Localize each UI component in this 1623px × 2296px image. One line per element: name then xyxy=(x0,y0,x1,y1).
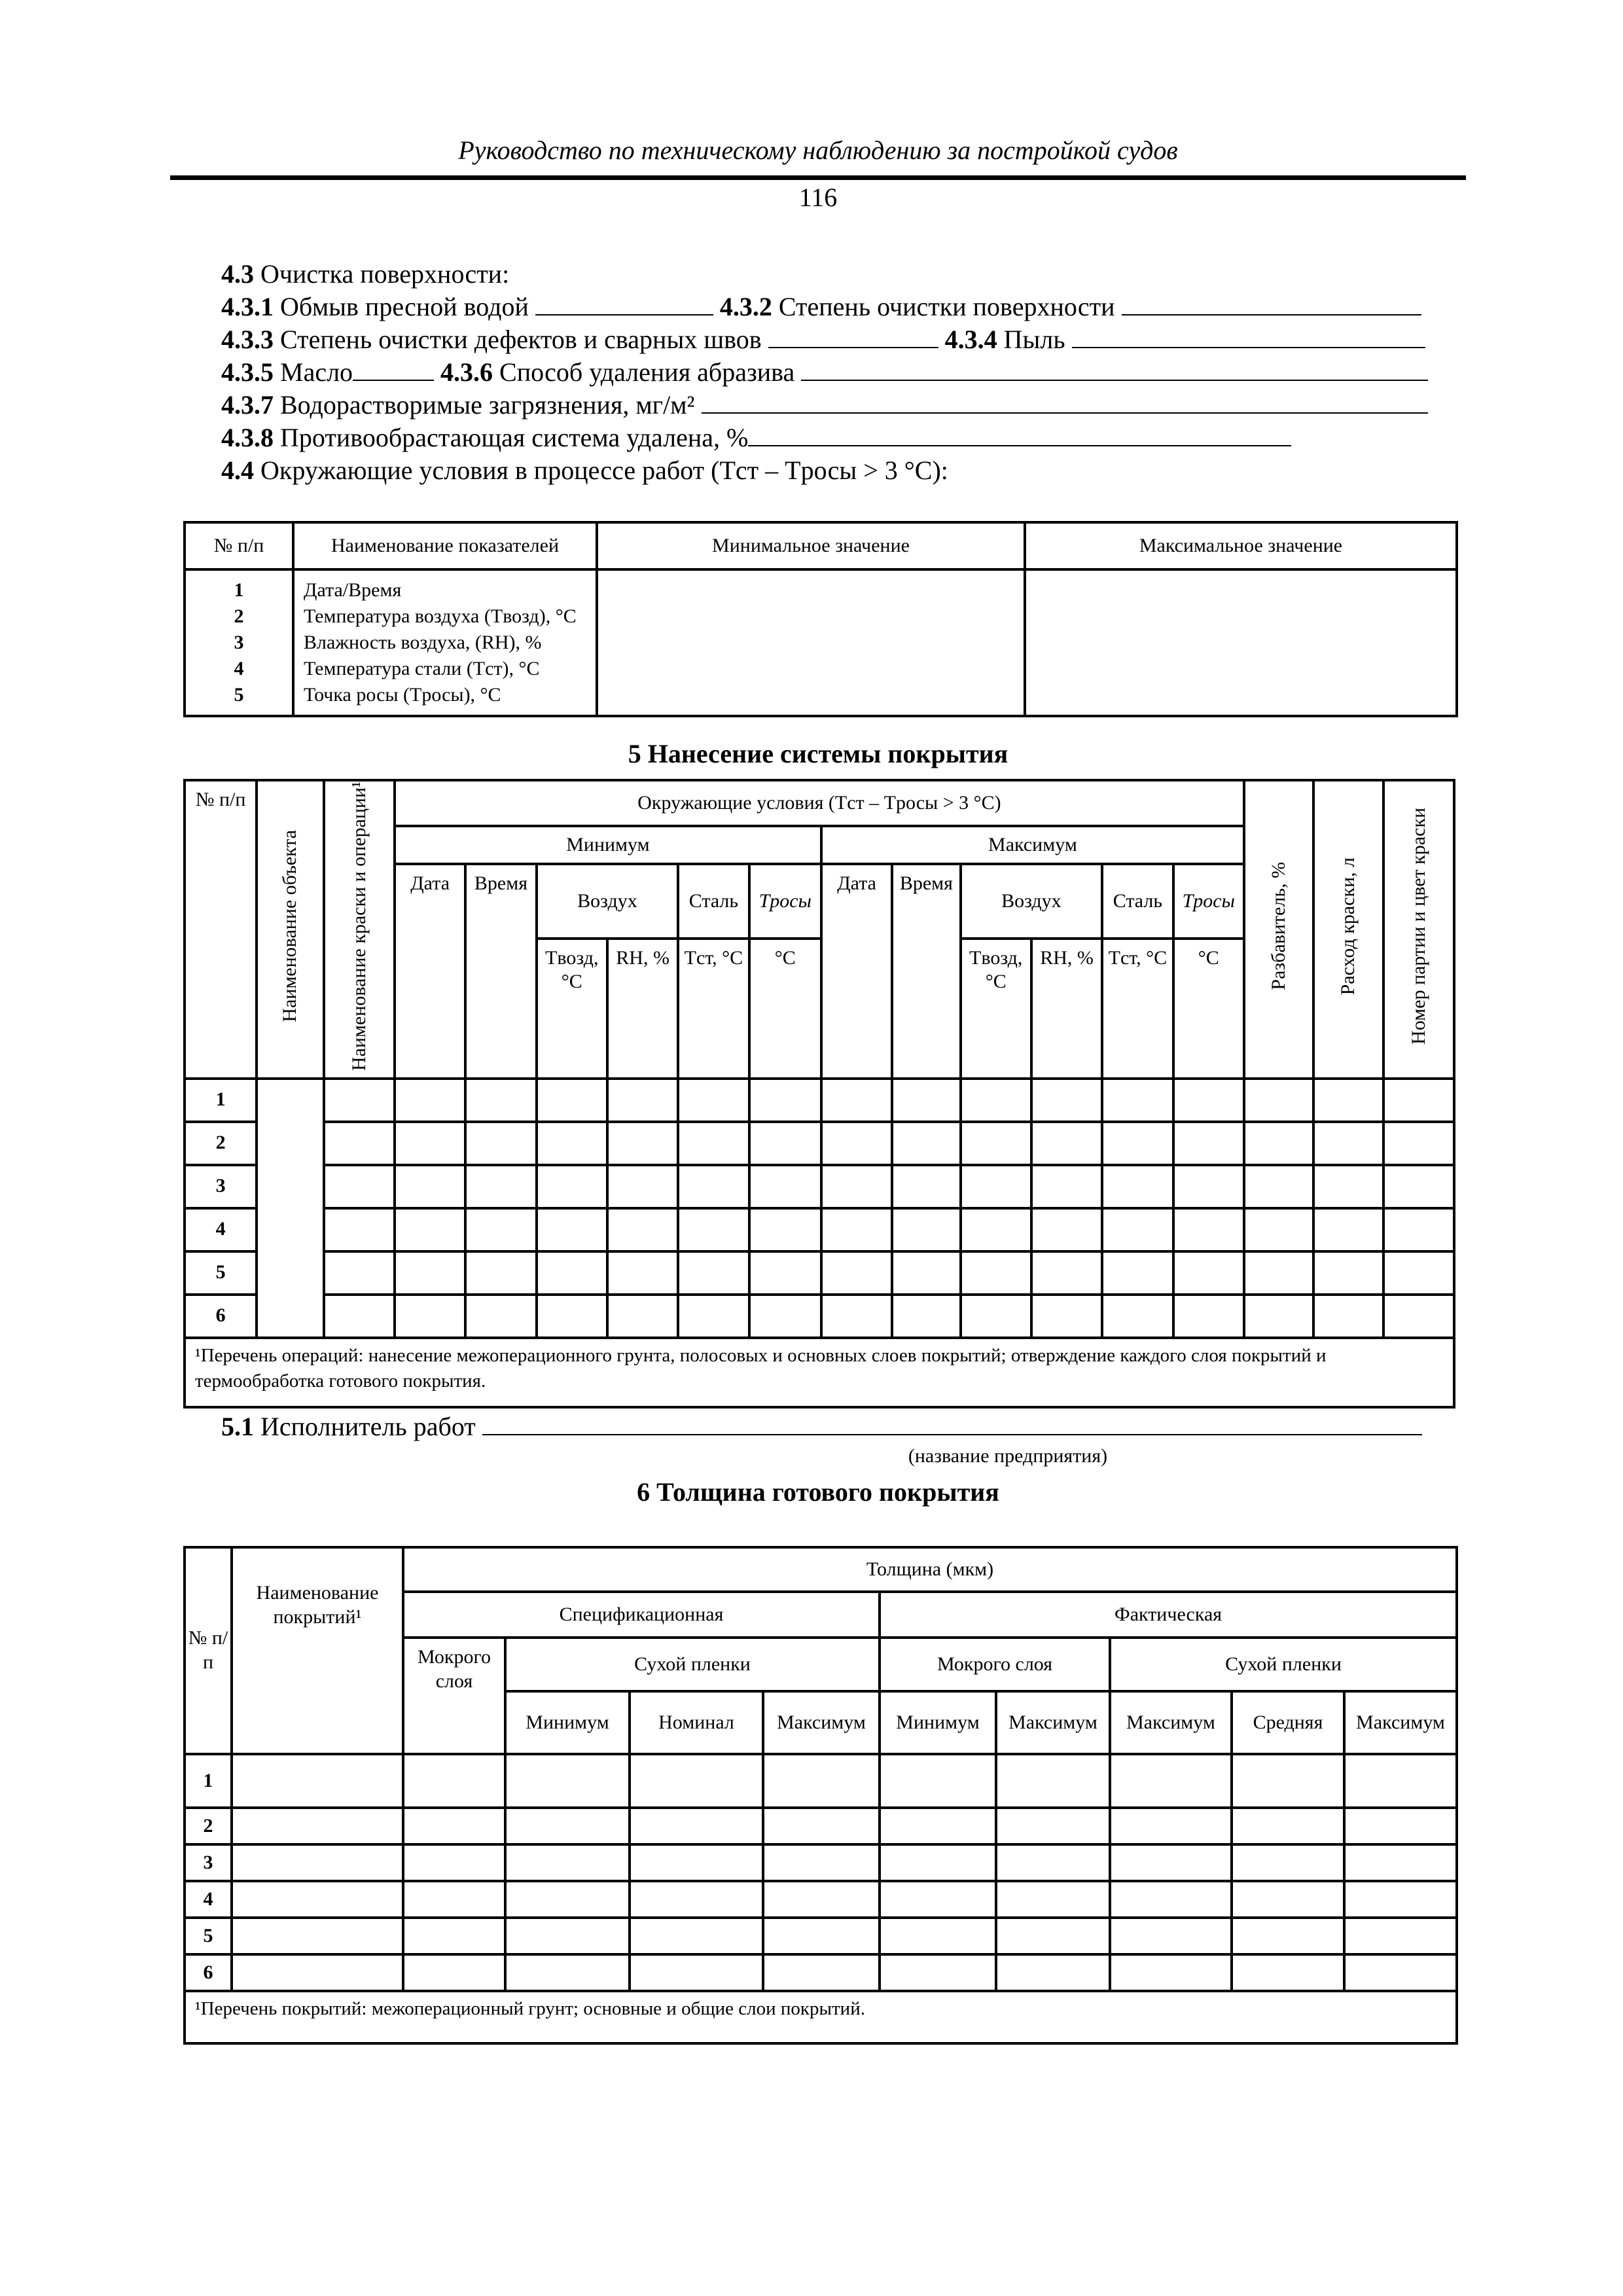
table-row xyxy=(185,1208,1454,1251)
table-row xyxy=(185,1754,1457,1808)
indicator-label: Температура стали (Tст), °C xyxy=(304,658,540,679)
th-spec-dry: Сухой пленки xyxy=(505,1638,880,1691)
th-consumption-label: Расход краски, л xyxy=(1337,857,1359,996)
th-min-rh: RH, % xyxy=(607,939,678,1079)
table-row xyxy=(185,1808,1457,1844)
line-4-4: 4.4 Окружающие условия в процессе работ (Tст – Tросы > 3 °C): xyxy=(221,456,948,485)
table-row xyxy=(185,1295,1454,1338)
section-5-title: 5 Нанесение системы покрытия xyxy=(628,739,1008,768)
indicator-column xyxy=(293,569,597,716)
max-value-cell[interactable] xyxy=(1025,569,1457,716)
th-num: № п/п xyxy=(185,522,293,569)
th-max-steel: Сталь xyxy=(1102,864,1173,939)
num-cell: 5 xyxy=(234,684,244,706)
blank-4-3-2[interactable] xyxy=(1122,292,1421,315)
row-number: 3 xyxy=(185,1844,232,1881)
row-number: 2 xyxy=(185,1122,257,1165)
contractor-caption: (название предприятия) xyxy=(908,1445,1108,1467)
th-indicators: Наименование показателей xyxy=(293,522,597,569)
row-number: 5 xyxy=(185,1918,232,1954)
th-actual: Фактическая xyxy=(880,1592,1457,1638)
footnote-coatings: ¹Перечень покрытий: межоперационный грунт; основные и общие слои покрытий. xyxy=(185,1991,1457,2043)
indicator-label: Дата/Время xyxy=(304,579,402,601)
th-paint-label: Наименование краски и операции¹ xyxy=(348,781,370,1071)
table-row xyxy=(185,1251,1454,1295)
table-row xyxy=(185,1165,1454,1208)
th-thinner-label: Разбавитель, % xyxy=(1268,862,1290,990)
th-thickness: Толщина (мкм) xyxy=(403,1547,1457,1592)
th-thinner xyxy=(1244,780,1313,1079)
contractor-field[interactable] xyxy=(482,1412,1422,1435)
table-coating-thickness xyxy=(183,1546,1458,2045)
page-number: 116 xyxy=(798,183,838,212)
table-row xyxy=(185,1079,1454,1122)
line-5-1: 5.1 Исполнитель работ xyxy=(221,1411,1422,1443)
line-4-3-1: 4.3.1 Обмыв пресной водой 4.3.2 Степень очистки поверхности xyxy=(221,291,1421,323)
row-number: 6 xyxy=(185,1295,257,1338)
th-max-dew: Tросы xyxy=(1173,864,1244,939)
row-number: 1 xyxy=(185,1079,257,1122)
th-actual-dry: Сухой пленки xyxy=(1110,1638,1457,1691)
th-actual-dry-max2: Максимум xyxy=(1344,1691,1457,1754)
blank-4-3-6[interactable] xyxy=(801,357,1428,381)
th-max: Максимальное значение xyxy=(1025,522,1457,569)
table-row xyxy=(185,1954,1457,1991)
blank-4-3-4[interactable] xyxy=(1072,325,1425,348)
row-number: 4 xyxy=(185,1208,257,1251)
th-actual-dry-max: Максимум xyxy=(1110,1691,1232,1754)
row-number: 6 xyxy=(185,1954,232,1991)
th-specification: Спецификационная xyxy=(403,1592,880,1638)
indicator-label: Точка росы (Tросы), °C xyxy=(304,684,501,706)
num-cell: 1 xyxy=(234,579,244,601)
table-environment xyxy=(183,521,1458,717)
th-spec-wet: Мокрого слоя xyxy=(403,1638,505,1754)
th-max-date: Дата xyxy=(821,864,892,1079)
th-paint xyxy=(324,780,395,1079)
th-max-t-air: Tвозд, °C xyxy=(961,939,1031,1079)
row-number: 1 xyxy=(185,1754,232,1808)
th-min-air: Воздух xyxy=(537,864,679,939)
table-coating-application xyxy=(183,779,1455,1408)
th-maximum: Максимум xyxy=(821,826,1244,864)
min-value-cell[interactable] xyxy=(597,569,1025,716)
indicator-label: Влажность воздуха, (RH), % xyxy=(304,632,542,653)
table-row xyxy=(185,1122,1454,1165)
th-max-rh: RH, % xyxy=(1031,939,1102,1079)
row-number: 4 xyxy=(185,1881,232,1918)
th-min-t-steel: Tст, °C xyxy=(678,939,749,1079)
indicator-label: Температура воздуха (Tвозд), °C xyxy=(304,605,577,627)
th-min-date: Дата xyxy=(395,864,465,1079)
section-6-title: 6 Толщина готового покрытия xyxy=(637,1477,999,1507)
table-row xyxy=(185,1881,1457,1918)
th-min-steel: Сталь xyxy=(678,864,749,939)
th-spec-dry-min: Минимум xyxy=(505,1691,630,1754)
th-max-t-steel: Tст, °C xyxy=(1102,939,1173,1079)
line-4-3-7: 4.3.7 Водорастворимые загрязнения, мг/м² xyxy=(221,389,1428,421)
th-batch xyxy=(1383,780,1454,1079)
num-cell: 4 xyxy=(234,658,244,679)
num-cell: 3 xyxy=(234,632,244,653)
blank-4-3-7[interactable] xyxy=(702,390,1428,414)
footnote-operations: ¹Перечень операций: нанесение межоперационного грунта, полосовых и основных слоев покрытий; отверждение каждого слоя покрытий и термообработка готового покрытия. xyxy=(185,1338,1454,1407)
th-minimum: Минимум xyxy=(395,826,821,864)
th-min-dew: Tросы xyxy=(749,864,821,939)
line-4-3-8: 4.3.8 Противообрастающая система удалена, % xyxy=(221,422,1291,454)
line-4-3-3: 4.3.3 Степень очистки дефектов и сварных швов 4.3.4 Пыль xyxy=(221,324,1425,355)
object-cell[interactable] xyxy=(257,1079,323,1338)
th-object xyxy=(257,780,323,1079)
th-batch-label: Номер партии и цвет краски xyxy=(1407,808,1429,1045)
th-max-deg: °C xyxy=(1173,939,1244,1079)
num-column xyxy=(185,569,293,716)
th-actual-dry-avg: Средняя xyxy=(1232,1691,1344,1754)
blank-4-3-3[interactable] xyxy=(768,325,938,348)
th-actual-wet-min: Минимум xyxy=(880,1691,996,1754)
th-spec-dry-nom: Номинал xyxy=(630,1691,763,1754)
line-4-3-5: 4.3.5 Масло 4.3.6 Способ удаления абразива xyxy=(221,357,1428,388)
th-min-deg: °C xyxy=(749,939,821,1079)
th-actual-wet: Мокрого слоя xyxy=(880,1638,1110,1691)
th-object-label: Наименование объекта xyxy=(279,830,301,1022)
th-max-air: Воздух xyxy=(961,864,1103,939)
th-coating-name: Наименование покрытий¹ xyxy=(232,1547,403,1754)
table-row xyxy=(185,1844,1457,1881)
header-rule xyxy=(170,175,1466,180)
table-row xyxy=(185,1918,1457,1954)
th-min: Минимальное значение xyxy=(597,522,1025,569)
th-num: № п/п xyxy=(185,1547,232,1754)
blank-4-3-5[interactable] xyxy=(353,357,434,381)
row-number: 3 xyxy=(185,1165,257,1208)
running-title: Руководство по техническому наблюдению за постройкой судов xyxy=(458,135,1178,165)
line-4-3: 4.3 Очистка поверхности: xyxy=(221,259,510,289)
blank-4-3-1[interactable] xyxy=(535,292,713,315)
row-number: 5 xyxy=(185,1251,257,1295)
th-consumption xyxy=(1313,780,1383,1079)
th-min-time: Время xyxy=(465,864,536,1079)
blank-4-3-8[interactable] xyxy=(748,423,1291,446)
th-max-time: Время xyxy=(892,864,960,1079)
th-actual-wet-max: Максимум xyxy=(996,1691,1110,1754)
num-cell: 2 xyxy=(234,605,244,627)
th-env-conditions: Окружающие условия (Tст – Tросы > 3 °C) xyxy=(395,780,1244,826)
th-spec-dry-max: Максимум xyxy=(763,1691,880,1754)
th-min-t-air: Tвозд, °C xyxy=(537,939,607,1079)
th-num: № п/п xyxy=(185,780,257,1079)
row-number: 2 xyxy=(185,1808,232,1844)
